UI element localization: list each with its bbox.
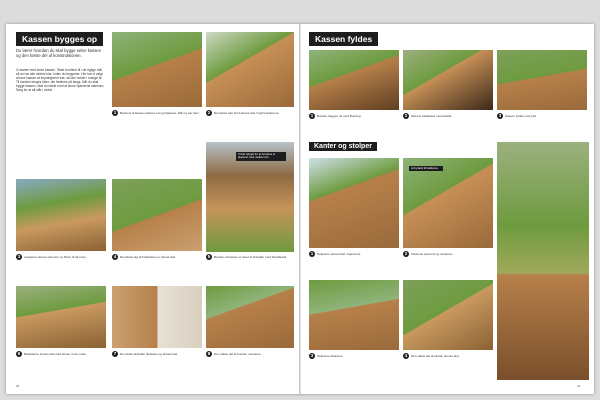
photo-step-4 (112, 179, 202, 251)
photo-step-6 (16, 286, 106, 348)
photo-fill-2 (403, 50, 493, 110)
edge-step-4-caption: 4 Den sidste del af kanten skrues fast. (404, 353, 460, 358)
photo-edge-4 (403, 280, 493, 350)
right-page-title: Kassen fyldes (309, 32, 378, 46)
photo-edge-3 (309, 280, 399, 350)
photo-step-8 (206, 286, 294, 348)
step-7-caption: 7 De næste brædder tilpasses og skrues fast. (113, 351, 179, 356)
right-page-number: 21 (577, 384, 581, 388)
left-page (6, 24, 299, 394)
right-page (301, 24, 594, 394)
left-page-number: 20 (16, 384, 20, 388)
step-2-caption: 2 Det første sæt bord skrues fast i hjørnestolperne. (207, 110, 280, 115)
fill-step-2-caption: 2 Siderne beklædes med plastik. (404, 113, 453, 118)
edge-step-3-caption: 3 Stolperne tilpasses. (310, 353, 344, 358)
magazine-spread (6, 24, 594, 394)
edge-step-2-caption: 2 Kanterne saves til og monteres. (404, 251, 454, 256)
photo-step-1 (112, 32, 202, 107)
photo-fill-1 (309, 50, 399, 110)
section-title-edges: Kanter og stolper (309, 142, 377, 151)
photo-step-5 (206, 142, 294, 252)
edge-step-1-caption: 1 Stolperne skrues fast i hjørnerne. (310, 251, 362, 256)
photo-edge-1 (309, 158, 399, 248)
photo-step-2 (206, 32, 294, 107)
photo-final-result (497, 142, 589, 380)
fill-step-1-caption: 1 Bunden lægges ud med fiberdug. (310, 113, 362, 118)
photo-edge-2 (403, 158, 493, 248)
step-1-caption: 1 Bordene til kassen skæres ud og tilpasses. Mål og sav dem. (113, 110, 200, 115)
left-page-body: Vi starter med selve kassen. Skær bordene til i de rigtige mål, så du har alle delene klar, inden du begynder. Her har vi valgt at lave kassen af imprægneret træ, så den holder i mange år. Til bunden bruges lister, der fæstnes på langs. Når du skal bygge kassen, skal du starte med at skrue hjørnerne sammen. Sørg for at alt står i vinkel. (16, 68, 105, 93)
left-page-subtitle: Du lærer hvordan du skal bygge selve kassen og den første del af konstruktionen. (16, 48, 101, 58)
photo-step-7 (112, 286, 202, 348)
left-callout: Vi har sørget for at bordene er placeret med mellemrum. (236, 152, 286, 161)
right-callout: Lidt plads til fødderne. (409, 166, 443, 171)
photo-step-3 (16, 179, 106, 251)
step-5-caption: 5 Bunden af kassen er lavet af brædder med lidt afstand. (207, 254, 288, 259)
step-6-caption: 6 Brædderne skrues fast med skruer i hver ende. (17, 351, 87, 356)
step-3-caption: 3 Lægterne skrues sammen og bliver til rammen. (17, 254, 87, 259)
left-page-title: Kassen bygges op (16, 32, 103, 46)
step-8-caption: 8 Den sidste del af bunden monteres. (207, 351, 262, 356)
step-4-caption: 4 Det første lag af brædderne er skruet fast. (113, 254, 176, 259)
photo-fill-3 (497, 50, 587, 110)
fill-step-3-caption: 3 Kassen fyldes med jord. (498, 113, 538, 118)
